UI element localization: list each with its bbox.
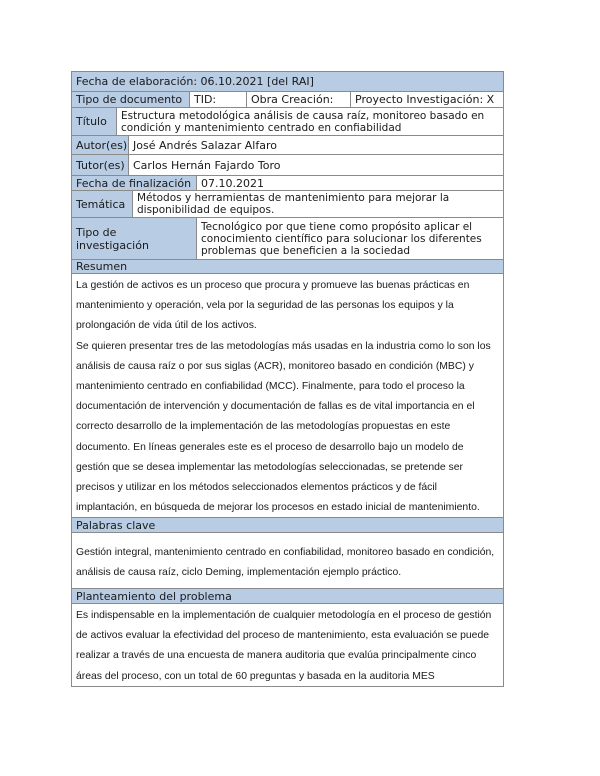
palabras-clave-label: Palabras clave: [76, 518, 156, 532]
finalizacion-row: [72, 176, 503, 191]
tid-field: TID:: [190, 92, 247, 107]
titulo-value: Estructura metodológica análisis de causa raíz, monitoreo basado en condición y mantenimiento centrado en confiabilidad: [121, 109, 485, 134]
finalizacion-value: 07.10.2021: [201, 176, 264, 190]
resumen-paragraph-1: La gestión de activos es un proceso que procura y promueve las buenas prácticas en mantenimiento y operación, vela por la seguridad de las personas los equipos y la prolongación de vida útil de los activos.: [76, 280, 470, 332]
planteamiento-body-row: [72, 604, 503, 686]
tipo-investigacion-row: [72, 218, 503, 260]
titulo-row: [72, 108, 503, 136]
titulo-label: Título: [72, 108, 117, 135]
fecha-elaboracion: Fecha de elaboración: 06.10.2021 [del RAI]: [76, 75, 314, 88]
resumen-body: [72, 274, 503, 517]
tipo-documento-label: Tipo de documento: [72, 92, 190, 107]
resumen-body-row: [72, 274, 503, 518]
tutor-value: Carlos Hernán Fajardo Toro: [133, 158, 281, 172]
tematica-label: Temática: [72, 191, 133, 217]
resumen-header: [72, 260, 503, 274]
autor-row: [72, 136, 503, 155]
palabras-clave-body-row: [72, 533, 503, 589]
autor-value: José Andrés Salazar Alfaro: [133, 138, 277, 152]
proyecto-investigacion-field: Proyecto Investigación: X: [355, 93, 495, 106]
tipo-documento-row: [72, 92, 503, 108]
tematica-value: Métodos y herramientas de mantenimiento para mejorar la disponibilidad de equipos.: [137, 192, 450, 216]
tipo-investigacion-label: Tipo de investigación: [72, 218, 197, 259]
resumen-label: Resumen: [76, 260, 128, 273]
obra-creacion-field: Obra Creación:: [247, 92, 351, 107]
autor-label: Autor(es): [72, 136, 129, 154]
tutor-row: [72, 155, 503, 176]
planteamiento-label: Planteamiento del problema: [76, 589, 232, 603]
rai-table: [71, 71, 504, 687]
palabras-clave-header: [72, 518, 503, 533]
finalizacion-label: Fecha de finalización: [72, 176, 197, 190]
resumen-paragraph-2: Se quieren presentar tres de las metodologías más usadas en la industria como lo son los análisis de causa raíz o por sus siglas (ACR), monitoreo basado en condición (MBC) y mantenimiento centrado en confiabilidad (MCC). Finalmente, para todo el proceso la documentación de intervención y documentación de fallas es de vital importancia en el correcto desarrollo de la implementación de las metodologías propuestas en este documento. En líneas generales este es el proceso de desarrollo bajo un modelo de gestión que se desea implementar las metodologías seleccionadas, se pretende ser precisos y utilizar en los métodos seleccionados elementos prácticos y de fácil implantación, en búsqueda de mejorar los procesos en estado inicial de mantenimiento.: [76, 340, 491, 514]
planteamiento-header: [72, 589, 503, 604]
palabras-clave-value: Gestión integral, mantenimiento centrado en confiabilidad, monitoreo basado en condición, análisis de causa raíz, ciclo Deming, implementación ejemplo práctico.: [76, 547, 495, 579]
tipo-investigacion-value: Tecnológico por que tiene como propósito aplicar el conocimiento científico para solucionar los diferentes problemas que beneficien a la sociedad: [201, 220, 482, 257]
tutor-label: Tutor(es): [72, 155, 129, 175]
planteamiento-value: Es indispensable en la implementación de cualquier metodología en el proceso de gestión de activos evaluar la efectividad del proceso de mantenimiento, esta evaluación se puede realizar a través de una encuesta de manera auditoria que evalúa principalmente cinco áreas del proceso, con un total de 60 preguntas y basada en la auditoria MES: [76, 610, 492, 682]
fecha-elaboracion-row: [72, 72, 503, 92]
tematica-row: [72, 191, 503, 218]
